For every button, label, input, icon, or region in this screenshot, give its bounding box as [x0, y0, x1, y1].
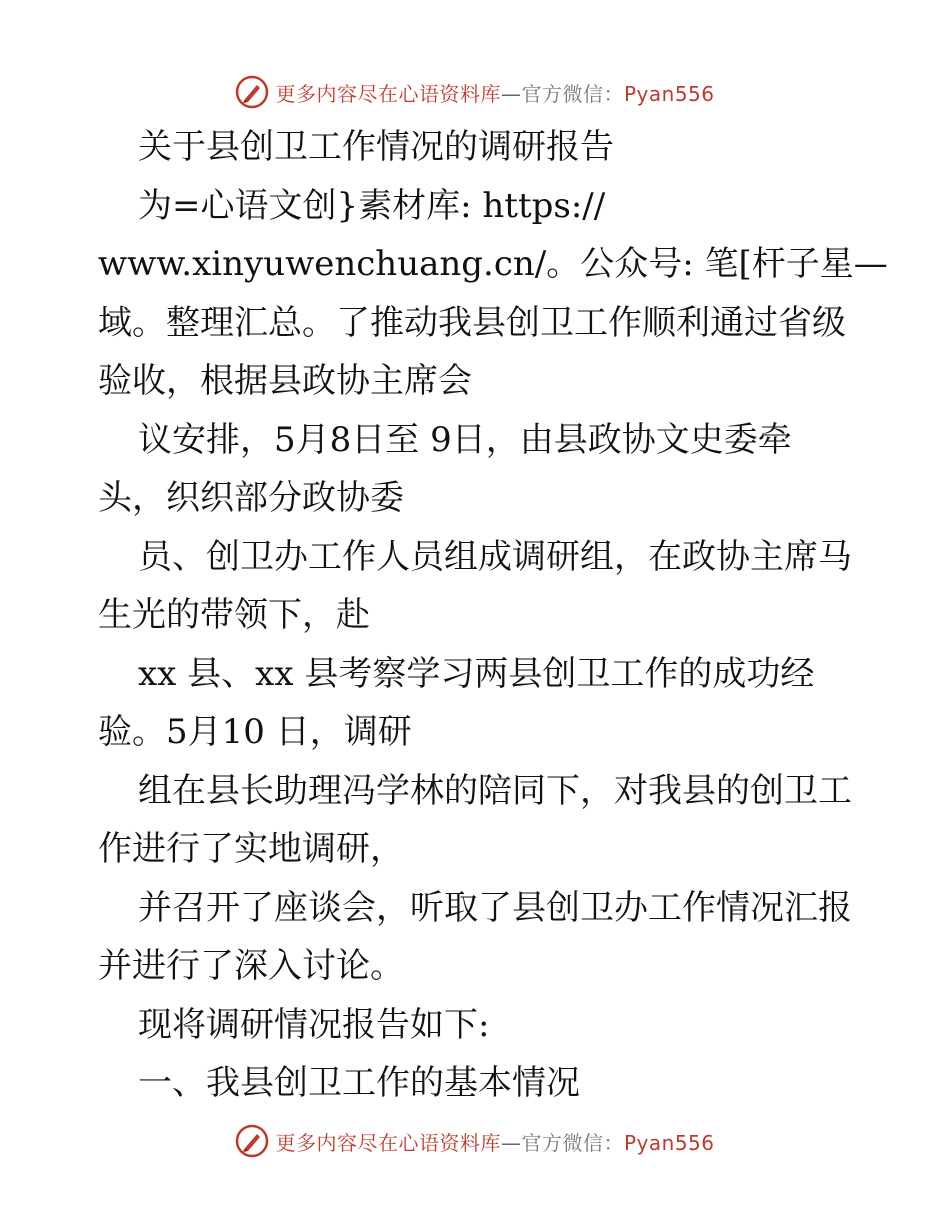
text-line: 为=心语文创}素材库: https:// [138, 185, 606, 226]
watermark-wechat-label: 官方微信： [521, 81, 624, 106]
text-line: 现将调研情况报告如下: [138, 1004, 490, 1045]
watermark-banner-top [0, 72, 950, 112]
text-line: www.xinyuwenchuang.cn/。公众号: 笔[杆子星— [98, 244, 888, 284]
text-line: 验收，根据县政协主席会 [98, 361, 472, 401]
pen-logo-icon [235, 75, 269, 109]
text-line: 域。整理汇总。了推动我县创卫工作顺利通过省级 [98, 302, 846, 343]
watermark-wechat-id: Pyan556 [623, 1130, 715, 1155]
text-line: 并进行了深入讨论。 [98, 946, 404, 986]
text-line: 验。5月10 日，调研 [98, 712, 412, 752]
section-heading: 一、我县创卫工作的基本情况 [138, 1063, 580, 1103]
watermark-text [275, 1127, 714, 1156]
text-line: 组在县长助理冯学林的陪同下，对我县的创卫工 [138, 770, 852, 811]
watermark-main: 更多内容尽在心语资料库 [275, 1130, 501, 1155]
document-body [98, 118, 888, 1113]
watermark-separator: — [500, 81, 522, 106]
text-line: 议安排，5月8日至 9日，由县政协文史委牵 [138, 419, 792, 460]
watermark-wechat-id: Pyan556 [623, 81, 715, 106]
text-line: 头，织织部分政协委 [98, 478, 404, 518]
watermark-banner-bottom [0, 1121, 950, 1161]
text-line: xx 县、xx 县考察学习两县创卫工作的成功经 [138, 653, 815, 694]
document-title: 关于县创卫工作情况的调研报告 [138, 127, 614, 167]
watermark-separator: — [500, 1130, 522, 1155]
watermark-text [275, 78, 714, 107]
watermark-main: 更多内容尽在心语资料库 [275, 81, 501, 106]
pen-logo-icon [235, 1124, 269, 1158]
text-line: 作进行了实地调研， [98, 829, 404, 869]
text-line: 员、创卫办工作人员组成调研组，在政协主席马 [138, 536, 852, 577]
text-line: 生光的带领下，赴 [98, 595, 370, 635]
text-line: 并召开了座谈会，听取了县创卫办工作情况汇报 [138, 887, 852, 928]
watermark-wechat-label: 官方微信： [521, 1130, 624, 1155]
